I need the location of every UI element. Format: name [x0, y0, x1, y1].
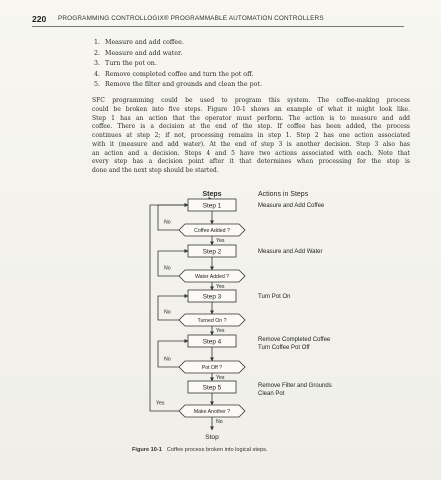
step-action-text: Measure and Add Water: [258, 249, 323, 256]
steps-heading: Steps: [202, 191, 222, 198]
paragraph-line: every step has a decision point after it that determines when processing for the step is: [92, 158, 410, 166]
figure-label: Figure 10-1: [132, 447, 162, 453]
step-label: Step 4: [202, 338, 222, 346]
no-label: No: [164, 265, 171, 272]
paragraph-line: SFC programming could be used to program this system. The coffee-making process: [92, 97, 410, 104]
step-label: Step 5: [202, 384, 222, 392]
list-item: 3. Turn the pot on.: [94, 60, 157, 68]
yes-label: Yes: [216, 284, 225, 290]
paragraph-line: coffee. There is a decision at the end of the step. If coffee has been added, the process: [92, 123, 410, 131]
running-title: PROGRAMMING CONTROLLOGIX® PROGRAMMABLE AUTOMATION CONTROLLERS: [58, 15, 324, 22]
step-label: Step 3: [202, 293, 222, 301]
list-item: 4. Remove completed coffee and turn the pot off.: [94, 70, 254, 78]
step-action-text: Remove Completed Coffee: [258, 337, 331, 344]
decision-label: Turned On ?: [197, 318, 227, 324]
actions-heading: Actions in Steps: [258, 191, 309, 198]
step-action-text: Turn Pot On: [258, 294, 291, 301]
paragraph-line: an action and a decision. Steps 4 and 5 have two actions associated with each. Note that: [92, 149, 410, 157]
no-label: No: [216, 419, 223, 425]
yes-label: Yes: [216, 375, 225, 381]
decision-label: Pot Off ?: [201, 365, 223, 371]
decision-label: Make Another ?: [193, 409, 231, 415]
decision-label: Water Added ?: [194, 274, 230, 280]
figure-caption: [132, 447, 268, 453]
loop-back-connector: [150, 205, 188, 411]
paragraph-line: could be broken into five steps. Figure 10-1 shows an example of what it might look like.: [92, 105, 410, 113]
step-action-text: Remove Filter and Grounds: [258, 383, 332, 390]
step-label: Step 1: [202, 202, 222, 210]
step-action-text: Measure and Add Coffee: [258, 203, 325, 210]
list-item: 1. Measure and add coffee.: [94, 39, 184, 46]
yes-label: Yes: [156, 400, 165, 407]
no-label: No: [164, 219, 171, 226]
step-label: Step 2: [202, 248, 222, 256]
page-number: 220: [32, 14, 47, 24]
step-action-text: Clean Pot: [258, 391, 285, 398]
no-label: No: [164, 309, 171, 316]
paragraph-line: done and the next step should be started.: [92, 167, 219, 174]
no-label: No: [164, 356, 171, 363]
list-item: 5. Remove the filter and grounds and clean the pot.: [94, 81, 262, 89]
yes-label: Yes: [216, 238, 225, 244]
yes-label: Yes: [216, 328, 225, 334]
paragraph-line: continues at step 2; if not, processing remains in step 1. Step 2 has one action associated: [92, 132, 410, 139]
step-action-text: Turn Coffee Pot Off: [258, 345, 310, 352]
figure-caption-text: Coffee process broken into logical steps.: [166, 447, 268, 453]
paragraph-line: with it (measure and add water). At the end of step 3 is another decision. Step 3 also has: [92, 140, 410, 148]
paragraph-line: Step 1 has an action that the operator must perform. The action is to measure and add: [92, 114, 410, 122]
decision-label: Coffee Added ?: [194, 228, 230, 234]
stop-label: Stop: [205, 434, 219, 441]
list-item: 2. Measure and add water.: [94, 49, 183, 57]
